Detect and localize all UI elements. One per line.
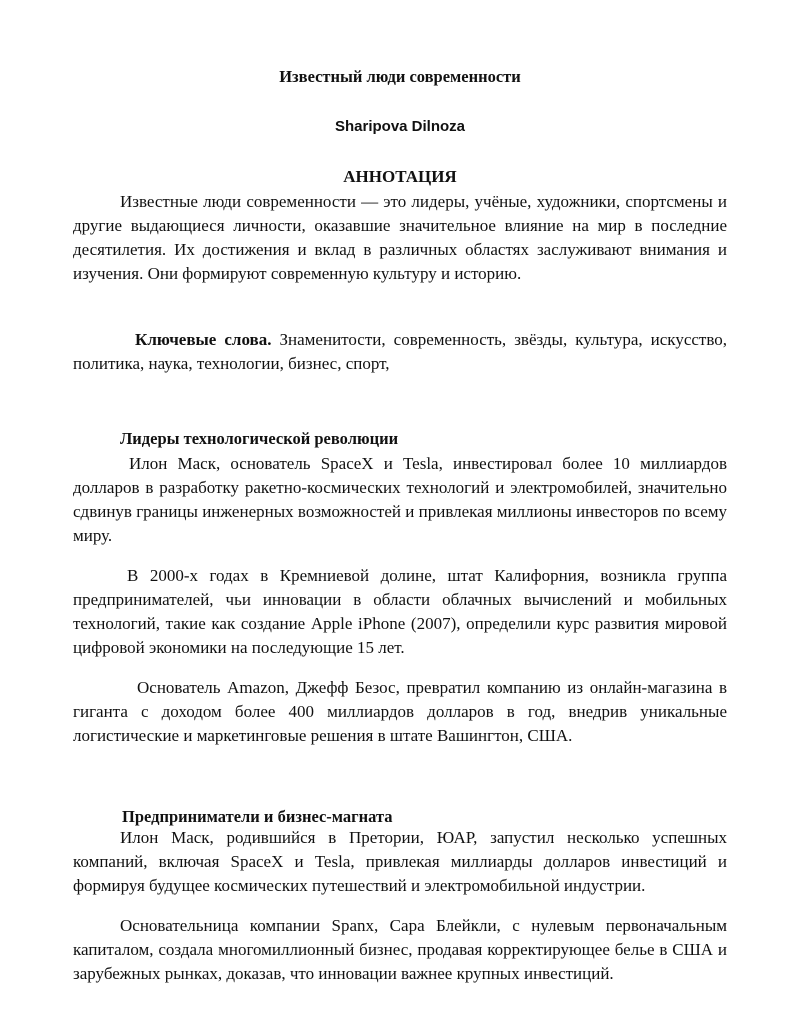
author-name: Sharipova Dilnoza xyxy=(334,118,466,135)
section-paragraph: Илон Маск, основатель SpaceX и Tesla, инвестировал более 10 миллиардов долларов в разработку ракетно-космических технологий и электромобилей, значительно сдвинув границы инженерных возможностей и привлекая миллионы инвесторов по всему миру. xyxy=(73,454,727,545)
keywords-paragraph xyxy=(73,328,727,376)
document-title: Известный люди современности xyxy=(279,67,521,86)
section-paragraph: Основатель Amazon, Джефф Безос, превратил компанию из онлайн-магазина в гиганта с доходом более 400 миллиардов долларов в год, внедрив уникальные логистические и маркетинговые решения в штате Вашингтон, США. xyxy=(73,678,727,745)
keywords-text: Знаменитости, современность, звёзды, культура, искусство, политика, наука, технологии, бизнес, спорт, xyxy=(73,330,727,373)
keywords-label: Ключевые слова. xyxy=(135,330,272,349)
section-paragraph: Основательница компании Spanx, Сара Блейкли, с нулевым первоначальным капиталом, создала многомиллионный бизнес, продавая корректирующее белье в США и зарубежных рынках, доказав, что инновации важнее крупных инвестиций. xyxy=(73,916,727,983)
section-paragraph: В 2000-х годах в Кремниевой долине, штат Калифорния, возникла группа предпринимателей, чьи инновации в области облачных вычислений и мобильных технологий, такие как создание Apple iPhone (2007), определили курс развития мировой цифровой экономики на последующие 15 лет. xyxy=(73,566,727,657)
annotation-heading: АННОТАЦИЯ xyxy=(343,167,457,186)
section-paragraph: Илон Маск, родившийся в Претории, ЮАР, запустил несколько успешных компаний, включая SpaceX и Tesla, привлекая миллиарды долларов инвестиций и формируя будущее космических путешествий и электромобильной индустрии. xyxy=(73,828,727,895)
annotation-paragraph: Известные люди современности — это лидеры, учёные, художники, спортсмены и другие выдающиеся личности, оказавшие значительное влияние на мир в последние десятилетия. Их достижения и вклад в различных областях заслуживают внимания и изучения. Они формируют современную культуру и историю. xyxy=(73,192,727,283)
section-heading: Предприниматели и бизнес-магната xyxy=(122,807,393,826)
document-page xyxy=(73,0,727,1035)
section-heading: Лидеры технологической революции xyxy=(120,429,399,448)
